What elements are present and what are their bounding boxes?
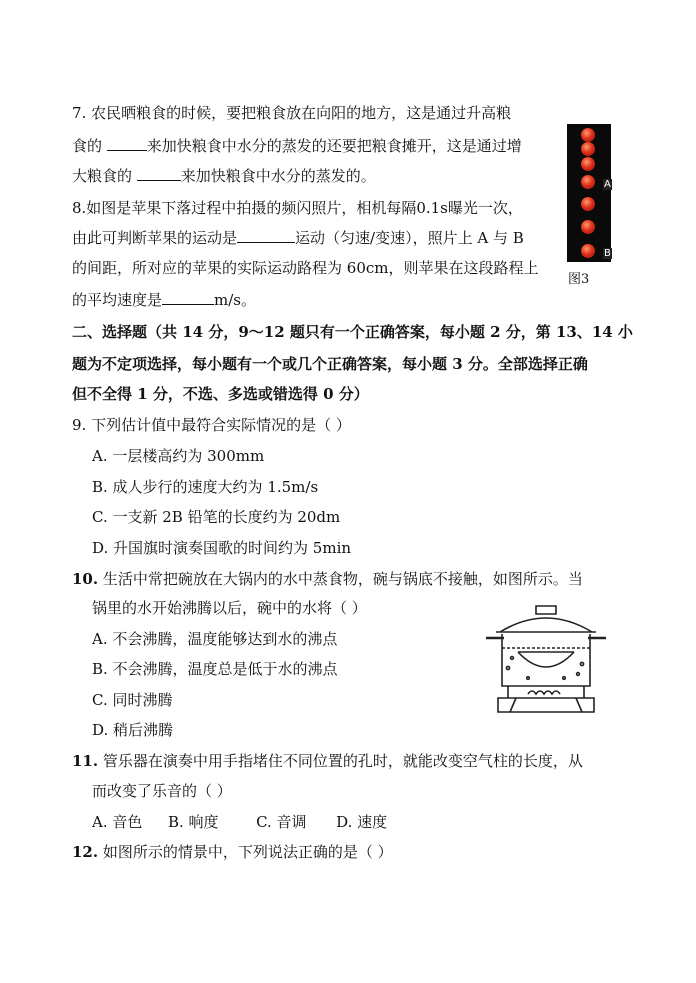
q7-line-3b: 来加快粮食中水分的蒸发的。 <box>180 167 376 185</box>
q12-number: 12. <box>72 843 99 861</box>
apple-icon <box>581 142 595 156</box>
apple-icon <box>581 175 595 189</box>
figure-caption: 图3 <box>568 272 590 287</box>
strobe-photo <box>567 124 611 262</box>
q8-line-2b: 运动（匀速/变速），照片上 A 与 B <box>295 229 524 247</box>
q11-option-c[interactable]: C. 音调 <box>256 813 307 831</box>
q10-option-d[interactable]: D. 稍后沸腾 <box>92 721 174 739</box>
apple-icon <box>581 128 595 142</box>
q8-line-2a: 由此可判断苹果的运动是 <box>72 229 238 247</box>
section2-line-3: 但不全得 1 分，不选、多选或错选得 0 分） <box>72 385 369 403</box>
q9-stem: 9. 下列估计值中最符合实际情况的是（ ） <box>72 416 351 434</box>
q7-line-3 <box>72 166 376 186</box>
apple-icon <box>581 244 595 258</box>
q11-stem-1 <box>72 751 583 771</box>
section2-line-2: 题为不定项选择，每小题有一个或几个正确答案，每小题 3 分。全部选择正确 <box>72 355 588 373</box>
apple-icon <box>581 197 595 211</box>
apple-icon <box>581 157 595 171</box>
q7-line-2 <box>72 136 522 156</box>
q9-option-a[interactable]: A. 一层楼高约为 300mm <box>92 447 265 465</box>
q9-option-d[interactable]: D. 升国旗时演奏国歌的时间约为 5min <box>92 539 352 557</box>
q11-option-d[interactable]: D. 速度 <box>336 813 388 831</box>
pot-body <box>502 634 590 686</box>
pot-lid <box>500 618 592 632</box>
q10-stem-1-text: 生活中常把碗放在大锅内的水中蒸食物，碗与锅底不接触，如图所示。当 <box>98 570 583 588</box>
q10-stem-1 <box>72 569 583 589</box>
q8-line-4a: 的平均速度是 <box>72 291 163 309</box>
q12-stem-text: 如图所示的情景中，下列说法正确的是（ ） <box>98 843 393 861</box>
q10-option-c[interactable]: C. 同时沸腾 <box>92 691 173 709</box>
q7-blank-2[interactable] <box>137 166 181 181</box>
apple-icon <box>581 220 595 234</box>
q7-line-2b: 来加快粮食中水分的蒸发的还要把粮食摊开，这是通过增 <box>146 137 522 155</box>
q11-option-b[interactable]: B. 响度 <box>167 813 219 831</box>
q9-option-b[interactable]: B. 成人步行的速度大约为 1.5m/s <box>92 478 319 496</box>
q8-blank-1[interactable] <box>237 228 295 243</box>
q10-number: 10. <box>72 570 99 588</box>
q10-stem-2: 锅里的水开始沸腾以后，碗中的水将（ ） <box>92 599 367 617</box>
q11-stem-1-text: 管乐器在演奏中用手指堵住不同位置的孔时，就能改变空气柱的长度，从 <box>98 752 583 770</box>
section2-line-1: 二、选择题（共 14 分，9～12 题只有一个正确答案，每小题 2 分，第 13、14 小 <box>72 323 633 341</box>
q8-line-2 <box>72 228 524 248</box>
q8-line-3: 的间距，所对应的苹果的实际运动路程为 60cm，则苹果在这段路程上 <box>72 259 539 277</box>
q10-option-a[interactable]: A. 不会沸腾，温度能够达到水的沸点 <box>92 630 338 648</box>
lid-knob <box>536 606 556 614</box>
steaming-pot-figure <box>478 598 614 718</box>
q9-option-c[interactable]: C. 一支新 2B 铅笔的长度约为 20dm <box>92 508 341 526</box>
photo-label-a: A <box>604 179 611 190</box>
q11-options <box>92 812 387 832</box>
photo-label-b: B <box>604 248 611 259</box>
q12-stem <box>72 842 393 862</box>
inner-bowl <box>518 652 574 667</box>
q7-blank-1[interactable] <box>107 136 147 151</box>
q7-line-3a: 大粮食的 <box>72 167 137 185</box>
q10-option-b[interactable]: B. 不会沸腾，温度总是低于水的沸点 <box>92 660 338 678</box>
q8-line-4b: m/s。 <box>214 291 256 309</box>
q11-option-a[interactable]: A. 音色 <box>92 813 143 831</box>
q11-stem-2: 而改变了乐音的（ ） <box>92 782 232 800</box>
q8-blank-2[interactable] <box>162 290 214 305</box>
q11-number: 11. <box>72 752 99 770</box>
q8-line-1: 8.如图是苹果下落过程中拍摄的频闪照片，相机每隔0.1s曝光一次， <box>72 199 523 217</box>
q7-line-1: 7. 农民晒粮食的时候，要把粮食放在向阳的地方，这是通过升高粮 <box>72 104 512 122</box>
q8-line-4 <box>72 290 256 310</box>
q7-line-2a: 食的 <box>72 137 107 155</box>
